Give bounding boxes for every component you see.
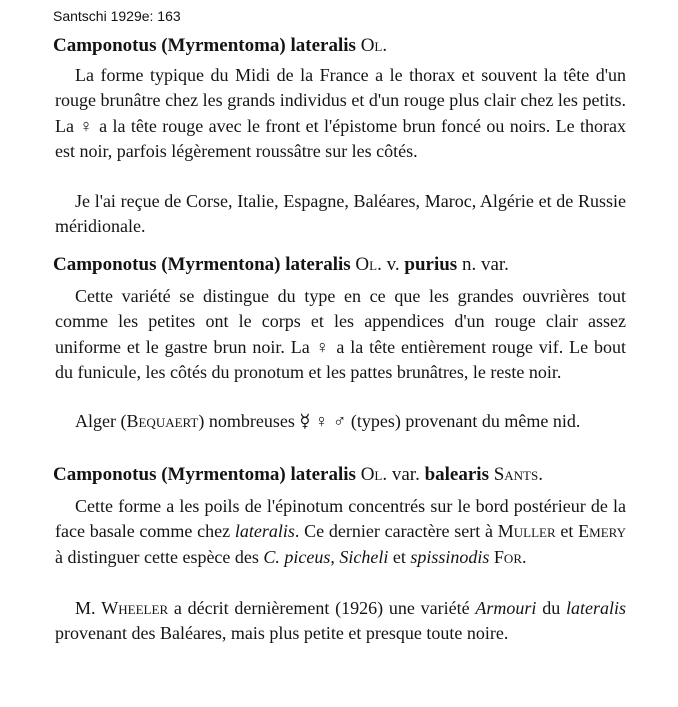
rank-label: v. xyxy=(386,254,400,275)
taxon-name: C. piceus xyxy=(263,546,331,567)
variety-author-name: Sants. xyxy=(493,464,543,485)
species-heading-lateralis xyxy=(53,34,387,58)
text-run: a décrit dernièrement (1926) une variété xyxy=(168,598,476,618)
variety-name: purius xyxy=(404,254,458,275)
variety-description-paragraph: Cette variété se distingue du type en ce que les grandes ouvrières tout comme les petites ont le corps et les appendices d'un rouge clair assez uniforme et le gastre brun noir. La ♀ a la tête entièrement rouge vif. Le bout du funicule, les côtés du pronotum et les pattes brunâtres, le reste noir. xyxy=(55,286,626,382)
author-name: Ol. xyxy=(355,254,382,275)
page-reference: Santschi 1929e: 163 xyxy=(53,8,181,24)
text-run: , xyxy=(330,546,340,567)
rank-label: var. xyxy=(391,464,420,485)
subgenus-name: (Myrmentona) xyxy=(161,254,281,275)
text-run: et xyxy=(555,521,579,542)
text-run: à distinguer cette espèce des xyxy=(55,546,264,567)
locality-place: Alger ( xyxy=(75,411,127,431)
author-name: Ol. xyxy=(360,464,388,485)
genus-name: Camponotus xyxy=(53,254,157,275)
taxon-name: lateralis xyxy=(566,598,627,618)
author-reference: Muller xyxy=(497,521,556,542)
text-run: et xyxy=(388,546,411,567)
author-reference: Wheeler xyxy=(101,598,169,618)
species-heading-purius xyxy=(53,253,509,277)
wheeler-paragraph xyxy=(55,596,626,647)
text-run: du xyxy=(536,598,566,618)
locality-details: ) nombreuses ☿ ♀ ♂ (types) provenant du même nid. xyxy=(198,411,581,431)
type-locality-paragraph xyxy=(55,409,626,434)
author-reference: Emery xyxy=(578,521,626,542)
balearis-description-paragraph xyxy=(55,494,626,570)
taxon-name: Sicheli xyxy=(339,546,389,567)
novelty-label: n. var. xyxy=(461,254,509,275)
text-run: provenant des Baléares, mais plus petite et presque toute noire. xyxy=(55,623,509,644)
text-run: Cette forme a les poils de l'épinotum concentrés sur le bord postérieur de la face basale comme chez xyxy=(55,496,626,542)
taxon-name: Armouri xyxy=(475,598,537,618)
collector-name: Bequaert xyxy=(126,411,199,431)
text-run: . Ce dernier caractère sert à xyxy=(294,521,498,542)
variety-name: balearis xyxy=(424,464,489,485)
species-name: lateralis xyxy=(285,254,351,275)
genus-name: Camponotus xyxy=(53,35,157,56)
subgenus-name: (Myrmentoma) xyxy=(161,35,286,56)
taxon-name: lateralis xyxy=(234,521,295,542)
species-name: lateralis xyxy=(290,35,356,56)
author-name: Ol. xyxy=(360,35,388,56)
genus-name: Camponotus xyxy=(53,464,157,485)
taxon-name: spissinodis xyxy=(410,546,490,567)
description-paragraph: La forme typique du Midi de la France a le thorax et souvent la tête d'un rouge brunâtre chez les grands individus et d'un rouge plus clair chez les petits. La ♀ a la tête rouge avec le front et l'épistome brun foncé ou noirs. Le thorax est noir, parfois légèrement roussâtre sur les côtés. xyxy=(55,65,626,161)
subgenus-name: (Myrmentoma) xyxy=(161,464,286,485)
species-heading-balearis xyxy=(53,463,543,487)
distribution-paragraph: Je l'ai reçue de Corse, Italie, Espagne, Baléares, Maroc, Algérie et de Russie méridionale. xyxy=(55,191,626,237)
text-run: M. xyxy=(75,598,102,618)
author-reference: For. xyxy=(493,546,527,567)
species-name: lateralis xyxy=(290,464,356,485)
